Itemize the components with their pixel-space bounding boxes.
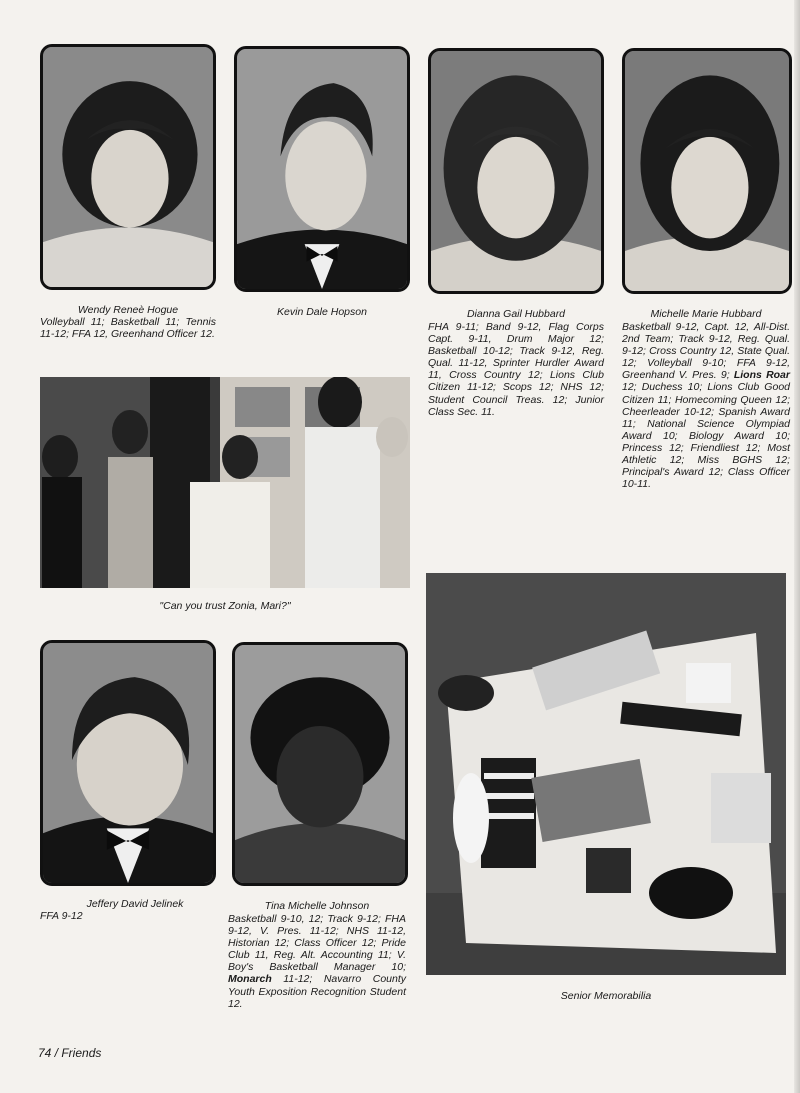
- senior-bio: FFA 9-12: [40, 910, 83, 922]
- page-edge: [794, 0, 800, 1093]
- candid-photo: [40, 377, 410, 588]
- senior-bio: Basketball 9-10, 12; Track 9-12; FHA 9-12, V. Pres. 11-12; NHS 11-12, Historian 12; Class Officer 12; Pride Club 11, Reg. Alt. Accounting 11; V. Boy's Basketball Manager 10; Monarch 11-12; Navarro County Youth Exposition Recognition Student 12.: [228, 913, 406, 1010]
- portrait-dianna-hubbard: [428, 48, 604, 294]
- portrait-wendy-hogue: [40, 44, 216, 290]
- publication-name: Lions Roar: [733, 369, 790, 382]
- portrait-tina-johnson: [232, 642, 408, 886]
- senior-name: Wendy Reneè Hogue: [77, 304, 179, 316]
- candid-caption: "Can you trust Zonia, Mari?": [159, 600, 291, 612]
- portrait-jeffery-jelinek: [40, 640, 216, 886]
- publication-name: Monarch: [228, 973, 272, 986]
- portrait-kevin-hopson: [234, 46, 410, 292]
- memorabilia-photo: [426, 573, 786, 975]
- senior-name: Jeffery David Jelinek: [86, 898, 184, 910]
- senior-name: Tina Michelle Johnson: [264, 900, 370, 912]
- senior-bio: Basketball 9-12, Capt. 12, All-Dist. 2nd Team; Track 9-12, Reg. Qual. 9-12; Cross Country 12, State Qual. 12; Volleyball 9-10; FFA 9-12, Greenhand V. Pres. 9; Lions Roar 12; Duchess 10; Lions Club Good Citizen 11; Homecoming Queen 12; Cheerleader 10-12; Spanish Award 11; National Science Olympiad Award 10; Biology Award 10; Princess 12; Friendliest 12; Most Athletic 12; Miss BGHS 12; Principal's Award 12; Class Officer 10-11.: [622, 321, 790, 491]
- portrait-michelle-hubbard: [622, 48, 792, 294]
- page-folio: 74 / Friends: [38, 1046, 102, 1060]
- senior-name: Michelle Marie Hubbard: [650, 308, 762, 320]
- senior-bio: Volleyball 11; Basketball 11; Tennis 11-12; FFA 12, Greenhand Officer 12.: [40, 316, 216, 341]
- senior-bio: FHA 9-11; Band 9-12, Flag Corps Capt. 9-11, Drum Major 12; Basketball 10-12; Track 9-12, Reg. Qual. 11-12, Sprinter Hurdler Award 11, Cross Country 12; Lions Club Citizen 11-12; Scops 12; NHS 12; Student Council Treas. 12; Junior Class Sec. 11.: [428, 321, 604, 418]
- senior-name: Kevin Dale Hopson: [277, 306, 367, 318]
- memorabilia-caption: Senior Memorabilia: [560, 990, 652, 1002]
- senior-name: Dianna Gail Hubbard: [466, 308, 566, 320]
